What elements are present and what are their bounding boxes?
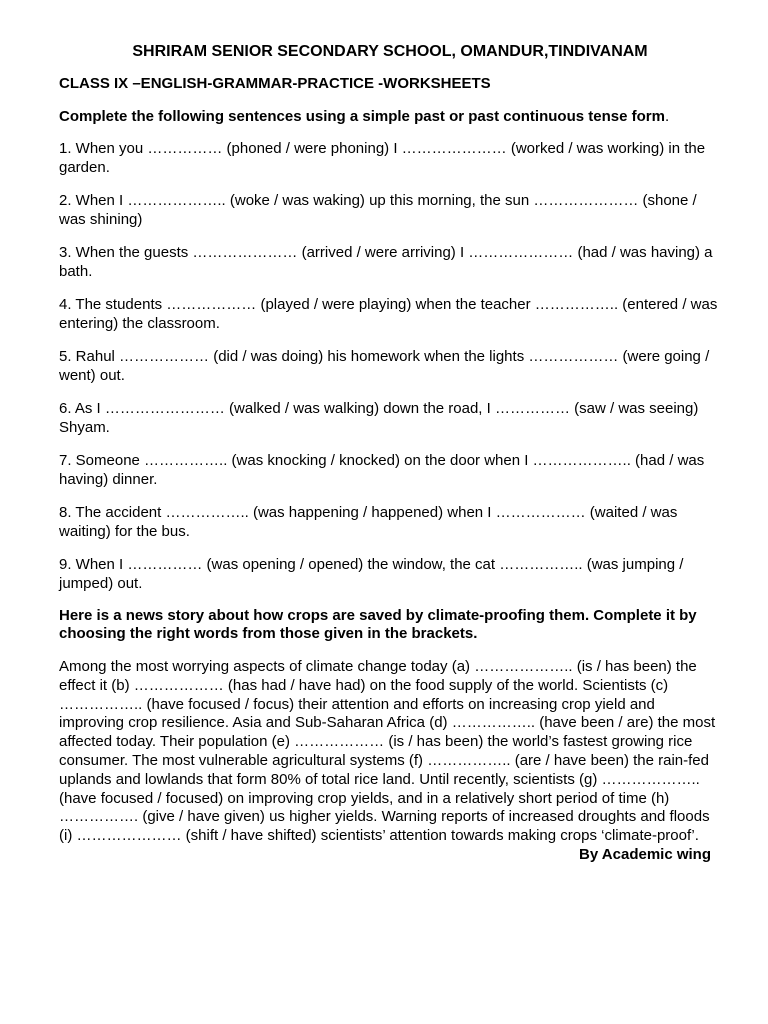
signature: By Academic wing [579,845,711,863]
question-7: 7. Someone …………….. (was knocking / knocked) on the door when I ……………….. (had / was having) dinner. [59,452,705,488]
section1-instruction [59,108,721,126]
question-9: 9. When I …………… (was opening / opened) the window, the cat …………….. (was jumping / jumped) out. [59,556,684,592]
question-2: 2. When I ……………….. (woke / was waking) up this morning, the sun ………………… (shone / was shining) [59,192,697,228]
question-3: 3. When the guests ………………… (arrived / were arriving) I ………………… (had / was having) a bath. [59,244,713,280]
question-4: 4. The students ……………… (played / were playing) when the teacher …………….. (entered / was entering) the classroom. [59,296,718,332]
section2-instruction: Here is a news story about how crops are saved by climate-proofing them. Complete it by choosing the right words from those given in the brackets. [59,607,697,642]
question-5: 5. Rahul ……………… (did / was doing) his homework when the lights ……………… (were going / went) out. [59,348,710,384]
class-title: CLASS IX –ENGLISH-GRAMMAR-PRACTICE -WORKSHEETS [59,75,491,92]
question-1: 1. When you …………… (phoned / were phoning) I ………………… (worked / was working) in the garden. [59,140,706,176]
school-name: SHRIRAM SENIOR SECONDARY SCHOOL, OMANDUR,TINDIVANAM [132,43,648,60]
question-8: 8. The accident …………….. (was happening / happened) when I ……………… (waited / was waiting) for the bus. [59,504,678,540]
worksheet-page [59,42,721,865]
section1-instruction-text: Complete the following sentences using a simple past or past continuous tense form [59,108,665,125]
question-6: 6. As I …………………… (walked / was walking) down the road, I …………… (saw / was seeing) Shyam. [59,400,699,436]
news-passage [59,658,721,863]
passage-text: Among the most worrying aspects of climate change today (a) ……………….. (is / has been) the effect it (b) ……………… (has had / have had) on the food supply of the world. Scientists (c) …………….. (have focused / focus) their attention and efforts on increasing crop yield and improving crop resilience. Asia and Sub-Saharan Africa (d) …………….. (have been / are) the most affected today. Their population (e) ……………… (is / has been) the world’s fastest growing rice consumer. The most vulnerable agricultural systems (f) …………….. (are / have been) the rain-fed uplands and lowlands that form 80% of total rice land. Until recently, scientists (g) ……………….. (have focused / focused) on improving crop yields, and in a relatively short period of time (h) ……………. (give / have given) us higher yields. Warning reports of increased droughts and floods (i) ………………… (shift / have shifted) scientists’ attention towards making crops ‘climate-proof’. [59,658,716,845]
section1-instruction-period: . [664,108,670,125]
